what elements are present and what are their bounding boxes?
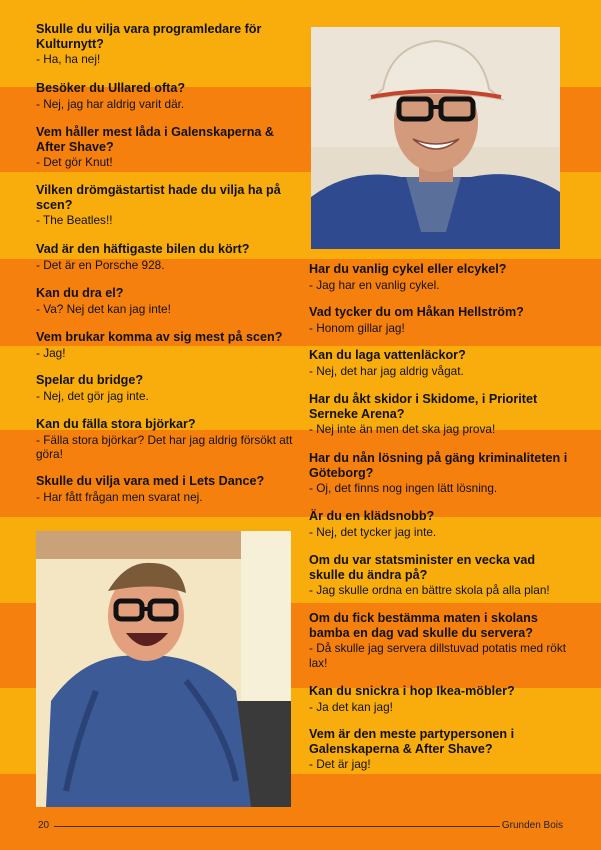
answer: - Det gör Knut!: [36, 155, 113, 169]
qa-item: [36, 286, 296, 316]
question: Vilken drömgästartist hade du vilja ha på scen?: [36, 183, 281, 212]
qa-item: [36, 330, 296, 360]
question: Kan du laga vattenläckor?: [309, 348, 466, 362]
question: Vem håller mest låda i Galenskaperna & After Shave?: [36, 125, 274, 154]
portrait-photo-laughing: [36, 531, 291, 807]
footer-divider: [54, 826, 500, 827]
question: Om du fick bestämma maten i skolans bamba en dag vad skulle du servera?: [309, 611, 538, 640]
question: Om du var statsminister en vecka vad skulle du ändra på?: [309, 553, 536, 582]
question: Kan du dra el?: [36, 286, 124, 300]
question: Skulle du vilja vara programledare för Kulturnytt?: [36, 22, 262, 51]
portrait-photo-hat: [311, 27, 560, 249]
qa-item: [309, 262, 571, 292]
qa-item: [309, 392, 571, 437]
question: Är du en klädsnobb?: [309, 509, 435, 523]
qa-item: [309, 348, 571, 378]
qa-item: [36, 81, 296, 111]
answer: - Det är jag!: [309, 757, 371, 771]
question: Har du åkt skidor i Skidome, i Prioritet Serneke Arena?: [309, 392, 538, 421]
answer: - Nej, det har jag aldrig vågat.: [309, 363, 464, 378]
page-number: 20: [38, 820, 50, 831]
qa-item: [309, 684, 571, 714]
question: Besöker du Ullared ofta?: [36, 81, 186, 95]
answer: - Fälla stora björkar? Det har jag aldrig försökt att göra!: [36, 432, 293, 461]
answer: - Då skulle jag servera dillstuvad potatis med rökt lax!: [309, 641, 567, 670]
answer: - The Beatles!!: [36, 213, 113, 227]
qa-item: [36, 22, 296, 67]
answer: - Nej, jag har aldrig varit där.: [36, 96, 185, 111]
qa-item: [309, 509, 571, 539]
answer: - Det är en Porsche 928.: [36, 257, 165, 272]
qa-item: [309, 451, 571, 496]
question: Har du vanlig cykel eller elcykel?: [309, 262, 507, 276]
question: Vad tycker du om Håkan Hellström?: [309, 305, 524, 319]
qa-item: [36, 474, 296, 504]
question: Spelar du bridge?: [36, 373, 144, 387]
question: Har du nån lösning på gäng kriminaliteten i Göteborg?: [309, 451, 568, 480]
question: Kan du snickra i hop Ikea-möbler?: [309, 684, 515, 698]
answer: - Jag!: [36, 345, 66, 360]
qa-item: [36, 373, 296, 403]
question: Vad är den häftigaste bilen du kört?: [36, 242, 250, 256]
answer: - Nej inte än men det ska jag prova!: [309, 422, 496, 436]
answer: - Nej, det gör jag inte.: [36, 388, 149, 403]
question: Kan du fälla stora björkar?: [36, 417, 196, 431]
qa-item: [309, 727, 571, 772]
qa-item: [36, 417, 296, 462]
publication-name: Grunden Bois: [501, 820, 563, 831]
answer: - Va? Nej det kan jag inte!: [36, 301, 171, 316]
qa-item: [36, 183, 296, 228]
answer: - Ja det kan jag!: [309, 699, 393, 714]
question: Vem är den meste partypersonen i Galenskaperna & After Shave?: [309, 727, 515, 756]
answer: - Jag skulle ordna en bättre skola på alla plan!: [309, 583, 550, 597]
answer: - Har fått frågan men svarat nej.: [36, 489, 203, 504]
answer: - Ha, ha nej!: [36, 52, 101, 66]
qa-item: [36, 242, 296, 272]
question: Skulle du vilja vara med i Lets Dance?: [36, 474, 265, 488]
answer: - Oj, det finns nog ingen lätt lösning.: [309, 481, 498, 495]
question: Vem brukar komma av sig mest på scen?: [36, 330, 283, 344]
qa-item: [309, 611, 571, 670]
answer: - Jag har en vanlig cykel.: [309, 277, 440, 292]
qa-item: [36, 125, 296, 170]
qa-item: [309, 305, 571, 335]
answer: - Honom gillar jag!: [309, 320, 405, 335]
qa-item: [309, 553, 571, 598]
answer: - Nej, det tycker jag inte.: [309, 524, 437, 539]
